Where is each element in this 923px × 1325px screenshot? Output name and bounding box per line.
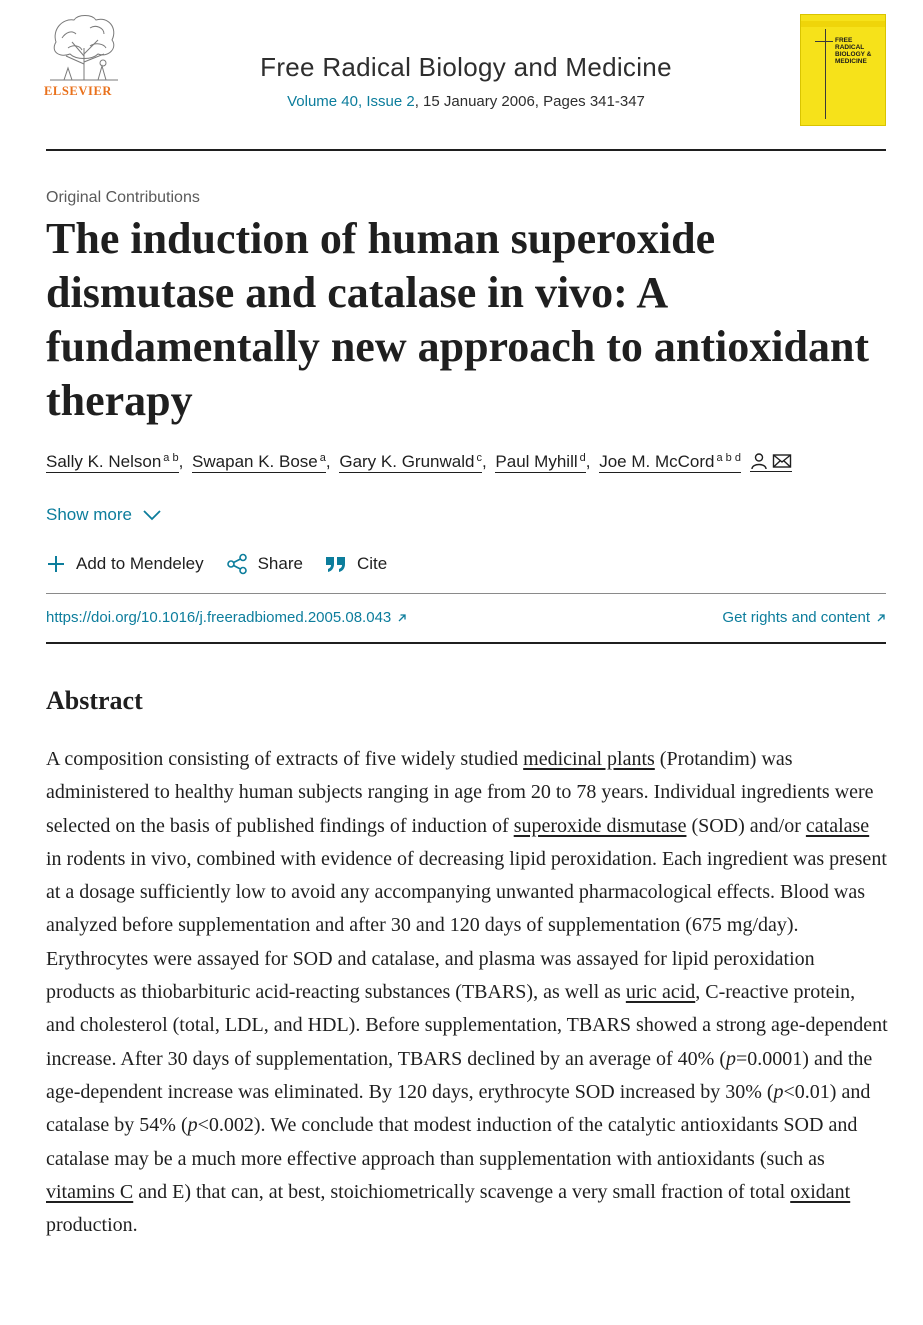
header-divider	[46, 149, 886, 151]
author-affiliation: a	[319, 452, 326, 464]
author-link[interactable]	[599, 452, 741, 473]
external-link-icon	[876, 613, 886, 623]
p-value-symbol: p	[726, 1047, 736, 1070]
person-icon	[750, 452, 768, 470]
author-list	[46, 452, 886, 472]
author-link[interactable]	[339, 452, 482, 473]
author-name: Paul Myhill	[495, 452, 578, 471]
show-more-button[interactable]	[46, 505, 162, 525]
topic-link-catalase[interactable]: catalase	[805, 814, 870, 837]
abstract-segment: (Protandim) was administered to healthy human subjects ranging in age from 20 to 78 years. Individual ingredients were selected on the basis of published findings of induction of	[46, 748, 874, 837]
author-affiliation: c	[476, 452, 482, 464]
share-icon	[226, 553, 248, 575]
actions-divider	[46, 593, 886, 594]
cover-title: FREE RADICAL BIOLOGY & MEDICINE	[835, 37, 872, 65]
journal-meta	[186, 93, 746, 110]
cover-band	[801, 21, 886, 27]
author-link[interactable]	[46, 452, 179, 473]
topic-link-medicinal-plants[interactable]: medicinal plants	[523, 748, 655, 770]
author-separator: ,	[481, 452, 487, 471]
author-separator: ,	[325, 452, 331, 471]
author-link[interactable]	[495, 452, 585, 473]
plus-icon	[46, 554, 66, 574]
get-rights-link[interactable]	[722, 609, 886, 626]
author-affiliation: a b	[163, 452, 179, 464]
doi-link[interactable]	[46, 609, 407, 626]
abstract-segment: A composition consisting of extracts of five widely studied	[46, 748, 524, 770]
abstract-segment: production.	[46, 1214, 138, 1237]
author-name: Gary K. Grunwald	[339, 452, 475, 471]
elsevier-logo[interactable]	[46, 12, 122, 102]
journal-cover-image[interactable]	[800, 14, 886, 126]
article-title: The induction of human superoxide dismutase and catalase in vivo: A fundamentally new approach to antioxidant therapy	[46, 214, 870, 425]
corresponding-author-icons[interactable]	[750, 452, 792, 472]
journal-header	[46, 12, 886, 142]
share-button[interactable]	[226, 553, 303, 575]
cite-label: Cite	[356, 554, 388, 573]
article-section-label: Original Contributions	[46, 189, 200, 206]
add-to-mendeley-label: Add to Mendeley	[76, 554, 204, 573]
elsevier-tree-icon	[46, 12, 122, 84]
author-name: Joe M. McCord	[599, 452, 715, 471]
journal-title[interactable]: Free Radical Biology and Medicine	[260, 52, 672, 82]
abstract-segment: , C-reactive protein, and cholesterol (total, LDL, and HDL). Before supplementation, TBARS showed a strong age-dependent increase. After 30 days of supplementation, TBARS declined by an average of 40% (	[46, 981, 888, 1070]
p-value-symbol: p	[187, 1114, 198, 1137]
author-name: Swapan K. Bose	[192, 452, 318, 471]
abstract-text	[46, 743, 888, 1242]
abstract-heading: Abstract	[46, 686, 143, 715]
cite-button[interactable]	[325, 554, 387, 574]
share-label: Share	[257, 554, 303, 573]
doi-text: https://doi.org/10.1016/j.freeradbiomed.2005.08.043	[46, 609, 392, 626]
publisher-name: ELSEVIER	[44, 84, 113, 98]
cover-line-horizontal	[815, 41, 833, 42]
author-link[interactable]	[192, 452, 326, 473]
abstract-segment: <0.01) and catalase by 54% (	[46, 1080, 871, 1137]
issue-date-pages: , 15 January 2006, Pages 341-347	[414, 93, 645, 110]
author-name: Sally K. Nelson	[46, 452, 162, 471]
author-affiliation: a b d	[716, 452, 741, 464]
cover-line	[825, 29, 826, 119]
add-to-mendeley-button[interactable]	[46, 554, 204, 574]
envelope-icon	[772, 452, 792, 470]
topic-link-oxidant[interactable]: oxidant	[790, 1180, 851, 1203]
topic-link-vitamins-c[interactable]: vitamins C	[46, 1180, 134, 1203]
abstract-segment: =0.0001) and the age-dependent increase was eliminated. By 120 days, erythrocyte SOD increased by 30% (	[46, 1047, 873, 1103]
show-more-label: Show more	[46, 505, 132, 524]
author-separator: ,	[585, 452, 591, 471]
author-affiliation: d	[579, 452, 586, 464]
abstract-segment: <0.002). We conclude that modest induction of the catalytic antioxidants SOD and catalase may be a much more effective approach than supplementation with antioxidants (such as	[46, 1114, 858, 1170]
get-rights-text: Get rights and content	[722, 609, 870, 626]
quote-icon	[325, 555, 347, 573]
meta-divider	[46, 642, 886, 644]
article-actions	[46, 553, 409, 575]
chevron-down-icon	[142, 509, 162, 521]
topic-link-uric-acid[interactable]: uric acid	[625, 981, 696, 1004]
abstract-segment: (SOD) and/or	[686, 814, 806, 837]
volume-issue-link[interactable]: Volume 40, Issue 2	[287, 93, 415, 110]
p-value-symbol: p	[773, 1080, 784, 1103]
topic-link-superoxide-dismutase[interactable]: superoxide dismutase	[513, 814, 687, 837]
author-separator: ,	[178, 452, 184, 471]
abstract-segment: and E) that can, at best, stoichiometrically scavenge a very small fraction of total	[133, 1180, 791, 1203]
external-link-icon	[397, 613, 407, 623]
journal-info	[186, 52, 746, 110]
abstract-segment: in rodents in vivo, combined with evidence of decreasing lipid peroxidation. Each ingredient was present at a dosage sufficiently low to avoid any accompanying unwanted pharmacological effects. Blood was analyzed before supplementation and after 30 and 120 days of supplementation (675 mg/day). Erythrocytes were assayed for SOD and catalase, and plasma was assayed for lipid peroxidation products as thiobarbituric acid-reacting substances (TBARS), as well as	[46, 847, 887, 1004]
